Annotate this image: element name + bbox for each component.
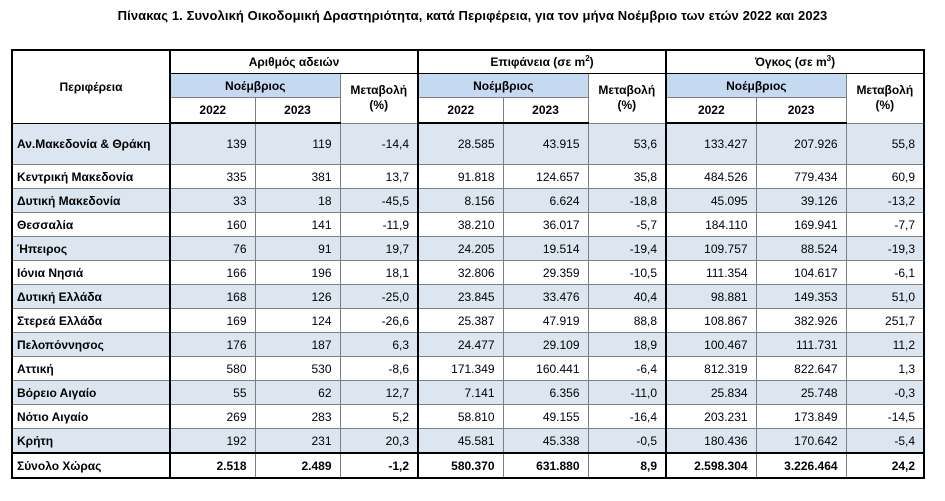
permits-year-2023: 2023 bbox=[255, 98, 340, 124]
region-cell: Δυτική Μακεδονία bbox=[12, 189, 170, 213]
volume-2022-cell: 45.095 bbox=[666, 189, 756, 213]
region-cell: Σύνολο Χώρας bbox=[12, 453, 170, 478]
surface-change-cell: -5,7 bbox=[588, 213, 666, 237]
surface-change-cell: 8,9 bbox=[588, 453, 666, 478]
volume-2022-cell: 180.436 bbox=[666, 429, 756, 454]
surface-2023-cell: 6.624 bbox=[503, 189, 588, 213]
volume-2022-cell: 100.467 bbox=[666, 333, 756, 357]
region-cell: Δυτική Ελλάδα bbox=[12, 285, 170, 309]
permits-2022-cell: 192 bbox=[170, 429, 255, 454]
surface-year-2023: 2023 bbox=[503, 98, 588, 124]
surface-change-cell: 88,8 bbox=[588, 309, 666, 333]
surface-2022-cell: 45.581 bbox=[418, 429, 503, 454]
table-row bbox=[12, 429, 924, 454]
volume-change-cell: -7,7 bbox=[846, 213, 924, 237]
volume-2023-cell: 111.731 bbox=[756, 333, 846, 357]
surface-change-cell: -0,5 bbox=[588, 429, 666, 454]
surface-2022-cell: 171.349 bbox=[418, 357, 503, 381]
surface-2022-cell: 58.810 bbox=[418, 405, 503, 429]
surface-2023-cell: 29.109 bbox=[503, 333, 588, 357]
permits-change-cell: -14,4 bbox=[340, 123, 418, 165]
permits-2023-cell: 126 bbox=[255, 285, 340, 309]
volume-2022-cell: 109.757 bbox=[666, 237, 756, 261]
permits-2022-cell: 160 bbox=[170, 213, 255, 237]
permits-2023-cell: 187 bbox=[255, 333, 340, 357]
volume-2023-cell: 104.617 bbox=[756, 261, 846, 285]
permits-change-cell: 5,2 bbox=[340, 405, 418, 429]
table-row bbox=[12, 405, 924, 429]
table-row bbox=[12, 381, 924, 405]
volume-2023-cell: 169.941 bbox=[756, 213, 846, 237]
permits-2023-cell: 231 bbox=[255, 429, 340, 454]
table-title: Πίνακας 1. Συνολική Οικοδομική Δραστηριότητα, κατά Περιφέρεια, για τον μήνα Νοέμβριο των ετών 2022 και 2023 bbox=[117, 8, 828, 23]
table-row bbox=[12, 237, 924, 261]
volume-2022-cell: 2.598.304 bbox=[666, 453, 756, 478]
surface-2022-cell: 7.141 bbox=[418, 381, 503, 405]
permits-2022-cell: 55 bbox=[170, 381, 255, 405]
volume-change-cell: 1,3 bbox=[846, 357, 924, 381]
volume-change-cell: 51,0 bbox=[846, 285, 924, 309]
permits-2023-cell: 381 bbox=[255, 165, 340, 189]
region-cell: Νότιο Αιγαίο bbox=[12, 405, 170, 429]
surface-2022-cell: 38.210 bbox=[418, 213, 503, 237]
volume-change-cell: -0,3 bbox=[846, 381, 924, 405]
volume-change-cell: 60,9 bbox=[846, 165, 924, 189]
surface-2023-cell: 6.356 bbox=[503, 381, 588, 405]
surface-change-cell: -19,4 bbox=[588, 237, 666, 261]
table-row bbox=[12, 165, 924, 189]
surface-change-cell: 35,8 bbox=[588, 165, 666, 189]
permits-change-cell: 18,1 bbox=[340, 261, 418, 285]
surface-2022-cell: 8.156 bbox=[418, 189, 503, 213]
permits-2023-cell: 119 bbox=[255, 123, 340, 165]
region-cell: Στερεά Ελλάδα bbox=[12, 309, 170, 333]
surface-month-header: Νοέμβριος bbox=[418, 74, 588, 98]
surface-2023-cell: 124.657 bbox=[503, 165, 588, 189]
surface-change-cell: -16,4 bbox=[588, 405, 666, 429]
volume-change-cell: -13,2 bbox=[846, 189, 924, 213]
permits-change-cell: 6,3 bbox=[340, 333, 418, 357]
surface-group-header: Επιφάνεια (σε $m^2$) bbox=[418, 50, 666, 74]
surface-2022-cell: 32.806 bbox=[418, 261, 503, 285]
volume-year-2022: 2022 bbox=[666, 98, 756, 124]
surface-2023-cell: 45.338 bbox=[503, 429, 588, 454]
surface-2023-cell: 160.441 bbox=[503, 357, 588, 381]
permits-2022-cell: 2.518 bbox=[170, 453, 255, 478]
volume-2023-cell: 170.642 bbox=[756, 429, 846, 454]
region-cell: Κρήτη bbox=[12, 429, 170, 454]
volume-2022-cell: 812.319 bbox=[666, 357, 756, 381]
volume-change-cell: -5,4 bbox=[846, 429, 924, 454]
permits-month-header: Νοέμβριος bbox=[170, 74, 340, 98]
volume-group-header: Όγκος (σε $m^3$) bbox=[666, 50, 924, 74]
table-row bbox=[12, 189, 924, 213]
permits-change-cell: -26,6 bbox=[340, 309, 418, 333]
permits-2022-cell: 176 bbox=[170, 333, 255, 357]
volume-2022-cell: 203.231 bbox=[666, 405, 756, 429]
permits-2023-cell: 62 bbox=[255, 381, 340, 405]
surface-2022-cell: 23.845 bbox=[418, 285, 503, 309]
surface-2022-cell: 580.370 bbox=[418, 453, 503, 478]
volume-2023-cell: 173.849 bbox=[756, 405, 846, 429]
permits-change-cell: -8,6 bbox=[340, 357, 418, 381]
surface-2022-cell: 25.387 bbox=[418, 309, 503, 333]
volume-2022-cell: 184.110 bbox=[666, 213, 756, 237]
permits-2023-cell: 124 bbox=[255, 309, 340, 333]
permits-group-header: Αριθμός αδειών bbox=[170, 50, 418, 74]
permits-2022-cell: 580 bbox=[170, 357, 255, 381]
permits-year-2022: 2022 bbox=[170, 98, 255, 124]
surface-2023-cell: 36.017 bbox=[503, 213, 588, 237]
permits-2022-cell: 166 bbox=[170, 261, 255, 285]
permits-change-cell: 13,7 bbox=[340, 165, 418, 189]
permits-change-cell: -25,0 bbox=[340, 285, 418, 309]
surface-2023-cell: 19.514 bbox=[503, 237, 588, 261]
table-row bbox=[12, 213, 924, 237]
volume-change-cell: -14,5 bbox=[846, 405, 924, 429]
volume-year-2023: 2023 bbox=[756, 98, 846, 124]
permits-2022-cell: 139 bbox=[170, 123, 255, 165]
surface-2023-cell: 47.919 bbox=[503, 309, 588, 333]
volume-change-cell: -6,1 bbox=[846, 261, 924, 285]
volume-2022-cell: 98.881 bbox=[666, 285, 756, 309]
surface-2022-cell: 91.818 bbox=[418, 165, 503, 189]
volume-change-cell: 24,2 bbox=[846, 453, 924, 478]
region-cell: Πελοπόννησος bbox=[12, 333, 170, 357]
permits-2023-cell: 141 bbox=[255, 213, 340, 237]
permits-change-cell: 19,7 bbox=[340, 237, 418, 261]
surface-2022-cell: 24.205 bbox=[418, 237, 503, 261]
volume-2023-cell: 149.353 bbox=[756, 285, 846, 309]
volume-2022-cell: 111.354 bbox=[666, 261, 756, 285]
surface-change-cell: -10,5 bbox=[588, 261, 666, 285]
volume-2023-cell: 3.226.464 bbox=[756, 453, 846, 478]
surface-2023-cell: 43.915 bbox=[503, 123, 588, 165]
volume-change-cell: 251,7 bbox=[846, 309, 924, 333]
volume-2022-cell: 25.834 bbox=[666, 381, 756, 405]
volume-change-cell: -19,3 bbox=[846, 237, 924, 261]
region-cell: Κεντρική Μακεδονία bbox=[12, 165, 170, 189]
total-row bbox=[12, 453, 924, 478]
volume-2022-cell: 133.427 bbox=[666, 123, 756, 165]
volume-2023-cell: 207.926 bbox=[756, 123, 846, 165]
table-body bbox=[12, 123, 924, 478]
permits-2023-cell: 2.489 bbox=[255, 453, 340, 478]
permits-change-cell: -45,5 bbox=[340, 189, 418, 213]
permits-change-cell: -1,2 bbox=[340, 453, 418, 478]
permits-2023-cell: 283 bbox=[255, 405, 340, 429]
permits-2022-cell: 169 bbox=[170, 309, 255, 333]
surface-2023-cell: 49.155 bbox=[503, 405, 588, 429]
region-cell: Βόρειο Αιγαίο bbox=[12, 381, 170, 405]
volume-month-header: Νοέμβριος bbox=[666, 74, 846, 98]
region-cell: Αττική bbox=[12, 357, 170, 381]
permits-2023-cell: 91 bbox=[255, 237, 340, 261]
table-row bbox=[12, 309, 924, 333]
permits-2022-cell: 76 bbox=[170, 237, 255, 261]
surface-change-cell: -18,8 bbox=[588, 189, 666, 213]
volume-change-header: Μεταβολή (%) bbox=[846, 74, 924, 124]
table-row bbox=[12, 285, 924, 309]
volume-2023-cell: 39.126 bbox=[756, 189, 846, 213]
permits-change-header: Μεταβολή (%) bbox=[340, 74, 418, 124]
region-cell: Αν.Μακεδονία & Θράκη bbox=[12, 123, 170, 165]
surface-2023-cell: 33.476 bbox=[503, 285, 588, 309]
surface-change-cell: 40,4 bbox=[588, 285, 666, 309]
volume-2023-cell: 25.748 bbox=[756, 381, 846, 405]
permits-change-cell: 20,3 bbox=[340, 429, 418, 454]
table-header bbox=[12, 50, 924, 123]
table-row bbox=[12, 357, 924, 381]
permits-2023-cell: 530 bbox=[255, 357, 340, 381]
surface-change-cell: 18,9 bbox=[588, 333, 666, 357]
volume-2022-cell: 484.526 bbox=[666, 165, 756, 189]
surface-change-cell: 53,6 bbox=[588, 123, 666, 165]
region-cell: Ιόνια Νησιά bbox=[12, 261, 170, 285]
volume-change-cell: 55,8 bbox=[846, 123, 924, 165]
permits-2022-cell: 335 bbox=[170, 165, 255, 189]
permits-2022-cell: 33 bbox=[170, 189, 255, 213]
surface-2022-cell: 28.585 bbox=[418, 123, 503, 165]
table-row bbox=[12, 123, 924, 165]
permits-change-cell: 12,7 bbox=[340, 381, 418, 405]
permits-2023-cell: 196 bbox=[255, 261, 340, 285]
volume-2023-cell: 779.434 bbox=[756, 165, 846, 189]
volume-2023-cell: 382.926 bbox=[756, 309, 846, 333]
volume-2023-cell: 88.524 bbox=[756, 237, 846, 261]
surface-change-cell: -6,4 bbox=[588, 357, 666, 381]
permits-2023-cell: 18 bbox=[255, 189, 340, 213]
volume-2022-cell: 108.867 bbox=[666, 309, 756, 333]
region-cell: Θεσσαλία bbox=[12, 213, 170, 237]
construction-activity-table bbox=[11, 49, 925, 479]
table-row bbox=[12, 261, 924, 285]
surface-2023-cell: 29.359 bbox=[503, 261, 588, 285]
region-cell: Ήπειρος bbox=[12, 237, 170, 261]
permits-2022-cell: 168 bbox=[170, 285, 255, 309]
surface-change-cell: -11,0 bbox=[588, 381, 666, 405]
permits-2022-cell: 269 bbox=[170, 405, 255, 429]
surface-2022-cell: 24.477 bbox=[418, 333, 503, 357]
volume-2023-cell: 822.647 bbox=[756, 357, 846, 381]
surface-2023-cell: 631.880 bbox=[503, 453, 588, 478]
region-header: Περιφέρεια bbox=[12, 50, 170, 123]
permits-change-cell: -11,9 bbox=[340, 213, 418, 237]
surface-year-2022: 2022 bbox=[418, 98, 503, 124]
table-row bbox=[12, 333, 924, 357]
surface-change-header: Μεταβολή (%) bbox=[588, 74, 666, 124]
volume-change-cell: 11,2 bbox=[846, 333, 924, 357]
